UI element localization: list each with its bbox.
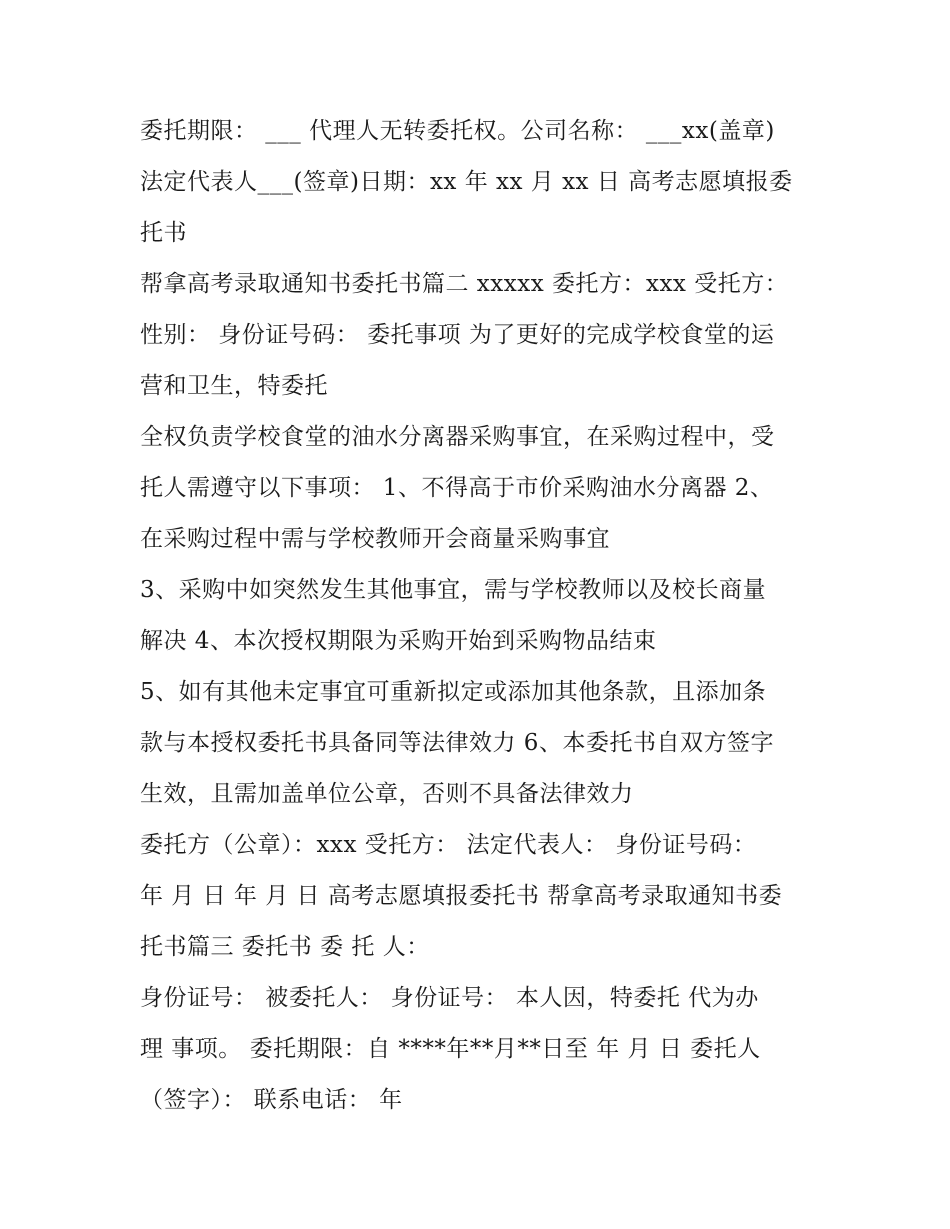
text-line: 托书篇三 委托书 委 托 人：: [140, 934, 430, 960]
text-line: 委托方（公章）：xxx 受托方： 法定代表人： 身份证号码：: [140, 832, 757, 858]
text-line: 年 月 日 年 月 日 高考志愿填报委托书 帮拿高考录取通知书委: [140, 883, 783, 909]
text-line: 法定代表人___(签章)日期：xx 年 xx 月 xx 日 高考志愿填报委: [140, 169, 793, 195]
text-line: 款与本授权委托书具备同等法律效力 6、本委托书自双方签字: [140, 730, 774, 756]
text-line: 理 事项。 委托期限：自 ****年**月**日至 年 月 日 委托人: [140, 1036, 761, 1062]
text-line: 托人需遵守以下事项： 1、不得高于市价采购油水分离器 2、: [140, 475, 774, 501]
text-line: 生效，且需加盖单位公章，否则不具备法律效力: [140, 781, 634, 807]
text-line: 性别： 身份证号码： 委托事项 为了更好的完成学校食堂的运: [140, 322, 775, 348]
text-line: 托书: [140, 220, 187, 246]
text-line: 营和卫生，特委托: [140, 373, 328, 399]
text-line: 全权负责学校食堂的油水分离器采购事宜，在采购过程中，受: [140, 424, 775, 450]
text-line: 帮拿高考录取通知书委托书篇二 xxxxx 委托方：xxx 受托方：: [140, 271, 789, 297]
text-line: 5、如有其他未定事宜可重新拟定或添加其他条款，且添加条: [140, 679, 767, 705]
text-line: 身份证号： 被委托人： 身份证号： 本人因，特委托 代为办: [140, 985, 759, 1011]
text-line: 在采购过程中需与学校教师开会商量采购事宜: [140, 526, 610, 552]
text-line: （签字）： 联系电话： 年: [140, 1087, 403, 1113]
document-body: [140, 106, 820, 1126]
text-line: 3、采购中如突然发生其他事宜，需与学校教师以及校长商量: [140, 577, 767, 603]
text-line: 委托期限： ___ 代理人无转委托权。公司名称： ___xx(盖章): [140, 118, 775, 144]
text-line: 解决 4、本次授权期限为采购开始到采购物品结束: [140, 628, 657, 654]
